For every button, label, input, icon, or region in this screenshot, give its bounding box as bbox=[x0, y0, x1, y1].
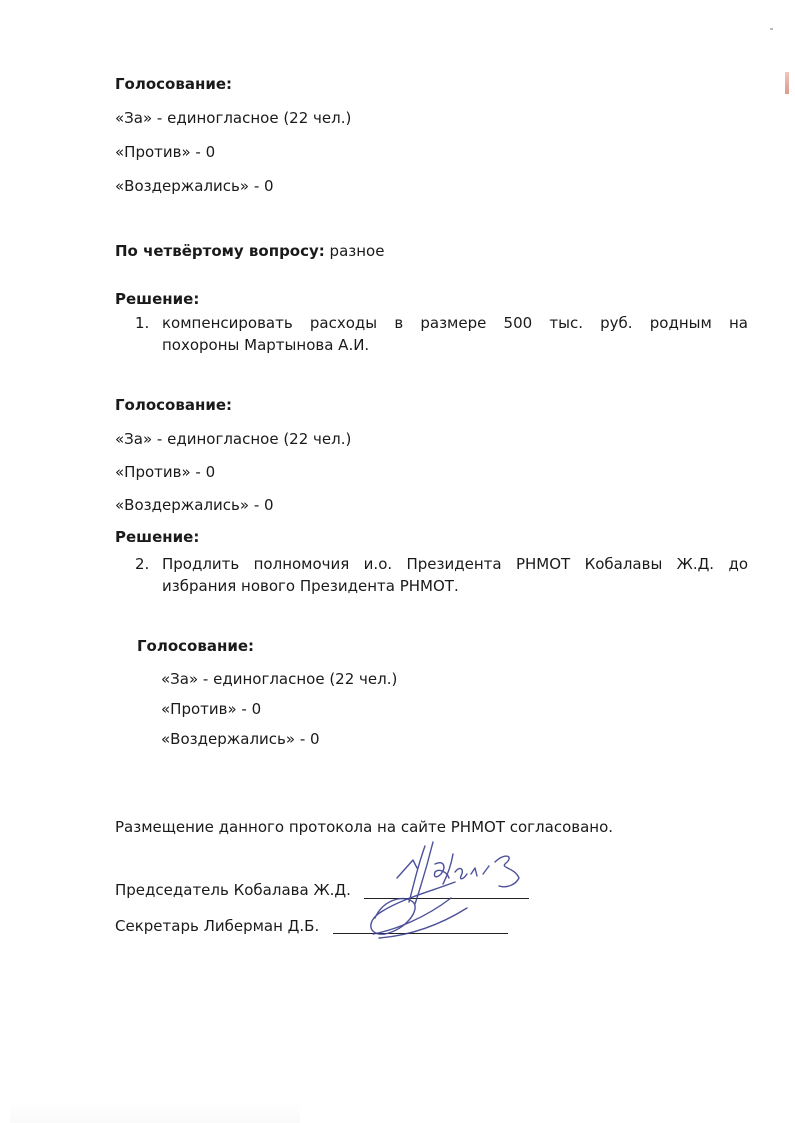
decision-heading: Решение: bbox=[115, 290, 200, 308]
vote-abstained: «Воздержались» - 0 bbox=[161, 730, 320, 748]
question-4 bbox=[115, 242, 384, 260]
scan-edge-dot bbox=[770, 28, 773, 30]
vote-for: «За» - единогласное (22 чел.) bbox=[115, 430, 352, 448]
vote-abstained: «Воздержались» - 0 bbox=[115, 177, 274, 195]
vote-for: «За» - единогласное (22 чел.) bbox=[161, 670, 398, 688]
voting-heading: Голосование: bbox=[115, 396, 233, 414]
decision-text: компенсировать расходы в размере 500 тыс. руб. родным на похороны Мартынова А.И. bbox=[162, 314, 748, 354]
vote-abstained: «Воздержались» - 0 bbox=[115, 496, 274, 514]
decision-number: 1. bbox=[135, 314, 150, 332]
vote-against: «Против» - 0 bbox=[161, 700, 262, 718]
handwritten-signature-icon bbox=[355, 838, 545, 948]
question-4-label: По четвёртому вопросу: bbox=[115, 242, 325, 260]
scan-edge-mark bbox=[785, 72, 789, 94]
chairman-label: Председатель Кобалава Ж.Д. bbox=[115, 881, 351, 899]
voting-heading: Голосование: bbox=[115, 75, 233, 93]
decision-text: Продлить полномочия и.о. Президента РНМОТ Кобалавы Ж.Д. до избрания нового Президента РНМОТ. bbox=[162, 555, 748, 595]
decision-number: 2. bbox=[135, 555, 150, 573]
decision-heading: Решение: bbox=[115, 528, 200, 546]
voting-heading: Голосование: bbox=[137, 637, 255, 655]
secretary-label: Секретарь Либерман Д.Б. bbox=[115, 917, 320, 935]
question-4-topic: разное bbox=[324, 242, 385, 260]
publication-note: Размещение данного протокола на сайте РНМОТ согласовано. bbox=[115, 818, 614, 836]
vote-against: «Против» - 0 bbox=[115, 463, 216, 481]
scan-smudge bbox=[10, 1103, 300, 1123]
vote-for: «За» - единогласное (22 чел.) bbox=[115, 109, 352, 127]
vote-against: «Против» - 0 bbox=[115, 143, 216, 161]
